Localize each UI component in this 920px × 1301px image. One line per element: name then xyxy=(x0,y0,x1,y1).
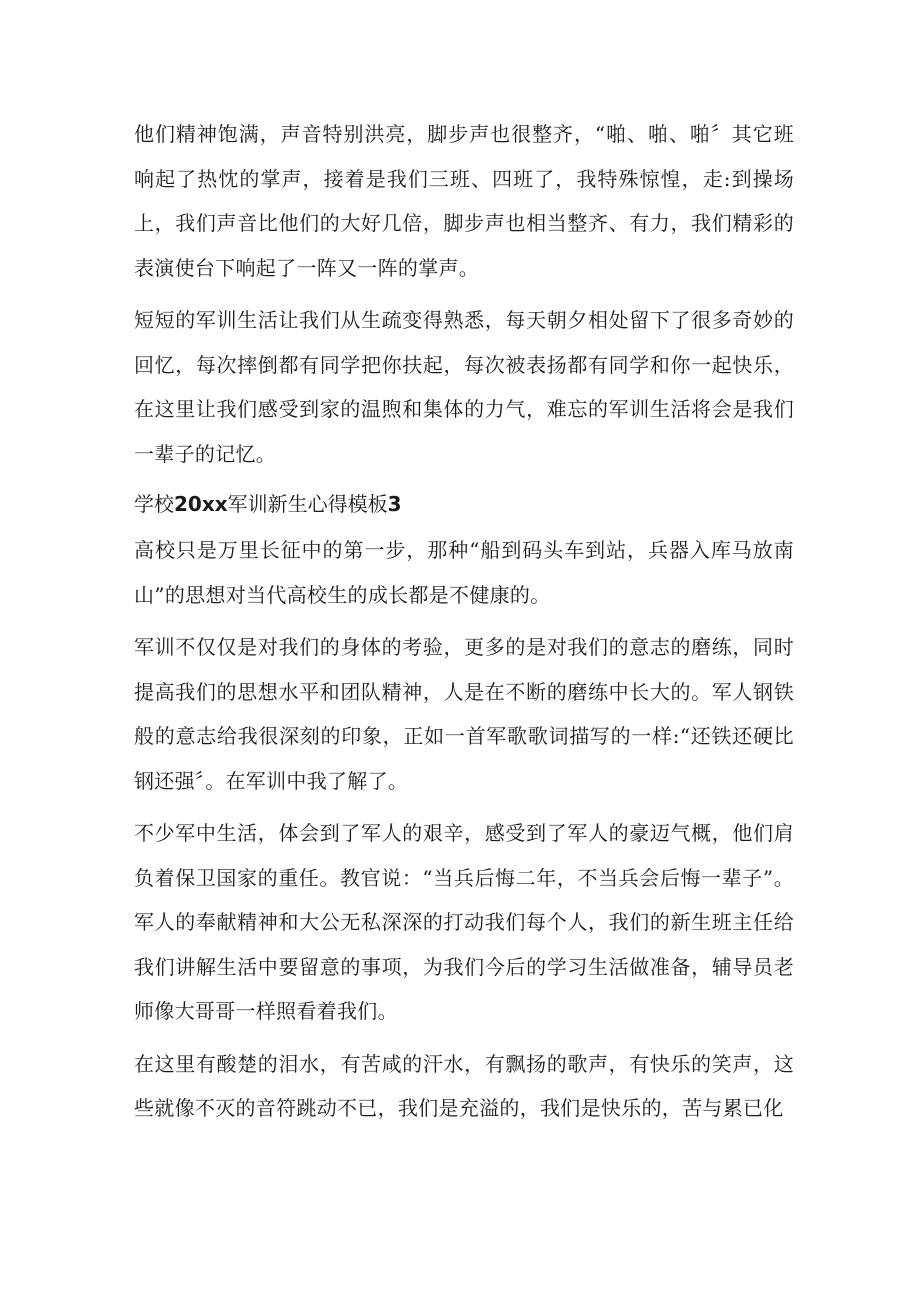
paragraph-memories: 短短的军训生活让我们从生疏变得熟悉，每天朝夕相处留下了很多奇妙的回忆，每次摔倒都有同学把你扶起，每次被表扬都有同学和你一起快乐，在这里让我们感受到家的温煦和集体的力气，难忘的军训生活将会是我们一辈子的记忆。 xyxy=(134,308,794,466)
paragraph-tears-sweat: 在这里有酸楚的泪水，有苦咸的汗水，有飘扬的歌声，有快乐的笑声，这些就像不灭的音符跳动不已，我们是充溢的，我们是快乐的，苦与累已化 xyxy=(134,1051,794,1120)
paragraph-performance: 他们精神饱满，声音特别洪亮，脚步声也很整齐，“啪、啪、啪〞其它班响起了热忱的掌声，接着是我们三班、四班了，我特殊惊惶，走:到操场上，我们声音比他们的大好几倍，脚步声也相当整齐、有力，我们精彩的表演使台下响起了一阵又一阵的掌声。 xyxy=(134,122,794,280)
paragraph-military-life: 不少军中生活，体会到了军人的艰辛，感受到了军人的豪迈气概，他们肩负着保卫国家的重任。教官说：“当兵后悔二年，不当兵会后悔一辈子”。军人的奉献精神和大公无私深深的打动我们每个人，我们的新生班主任给我们讲解生活中要留意的事项，为我们今后的学习生活做准备，辅导员老师像大哥哥一样照看着我们。 xyxy=(134,821,794,1023)
heading-middle: 军训新生心得模板 xyxy=(227,492,388,516)
heading-number: 3 xyxy=(387,492,402,516)
document-body xyxy=(134,112,794,1139)
heading-year: 20xx xyxy=(174,492,228,516)
section-heading xyxy=(134,484,794,524)
paragraph-will-training: 军训不仅仅是对我们的身体的考验，更多的是对我们的意志的磨练，同时提高我们的思想水平和团队精神，人是在不断的磨练中长大的。军人钢铁般的意志给我很深刻的印象，正如一首军歌歌词描写的一样:“还铁还硬比钢还强〞。在军训中我了解了。 xyxy=(134,635,794,793)
paragraph-first-step: 高校只是万里长征中的第一步，那种“船到码头车到站，兵器入库马放南山”的思想对当代高校生的成长都是不健康的。 xyxy=(134,538,794,607)
heading-prefix: 学校 xyxy=(134,492,174,516)
